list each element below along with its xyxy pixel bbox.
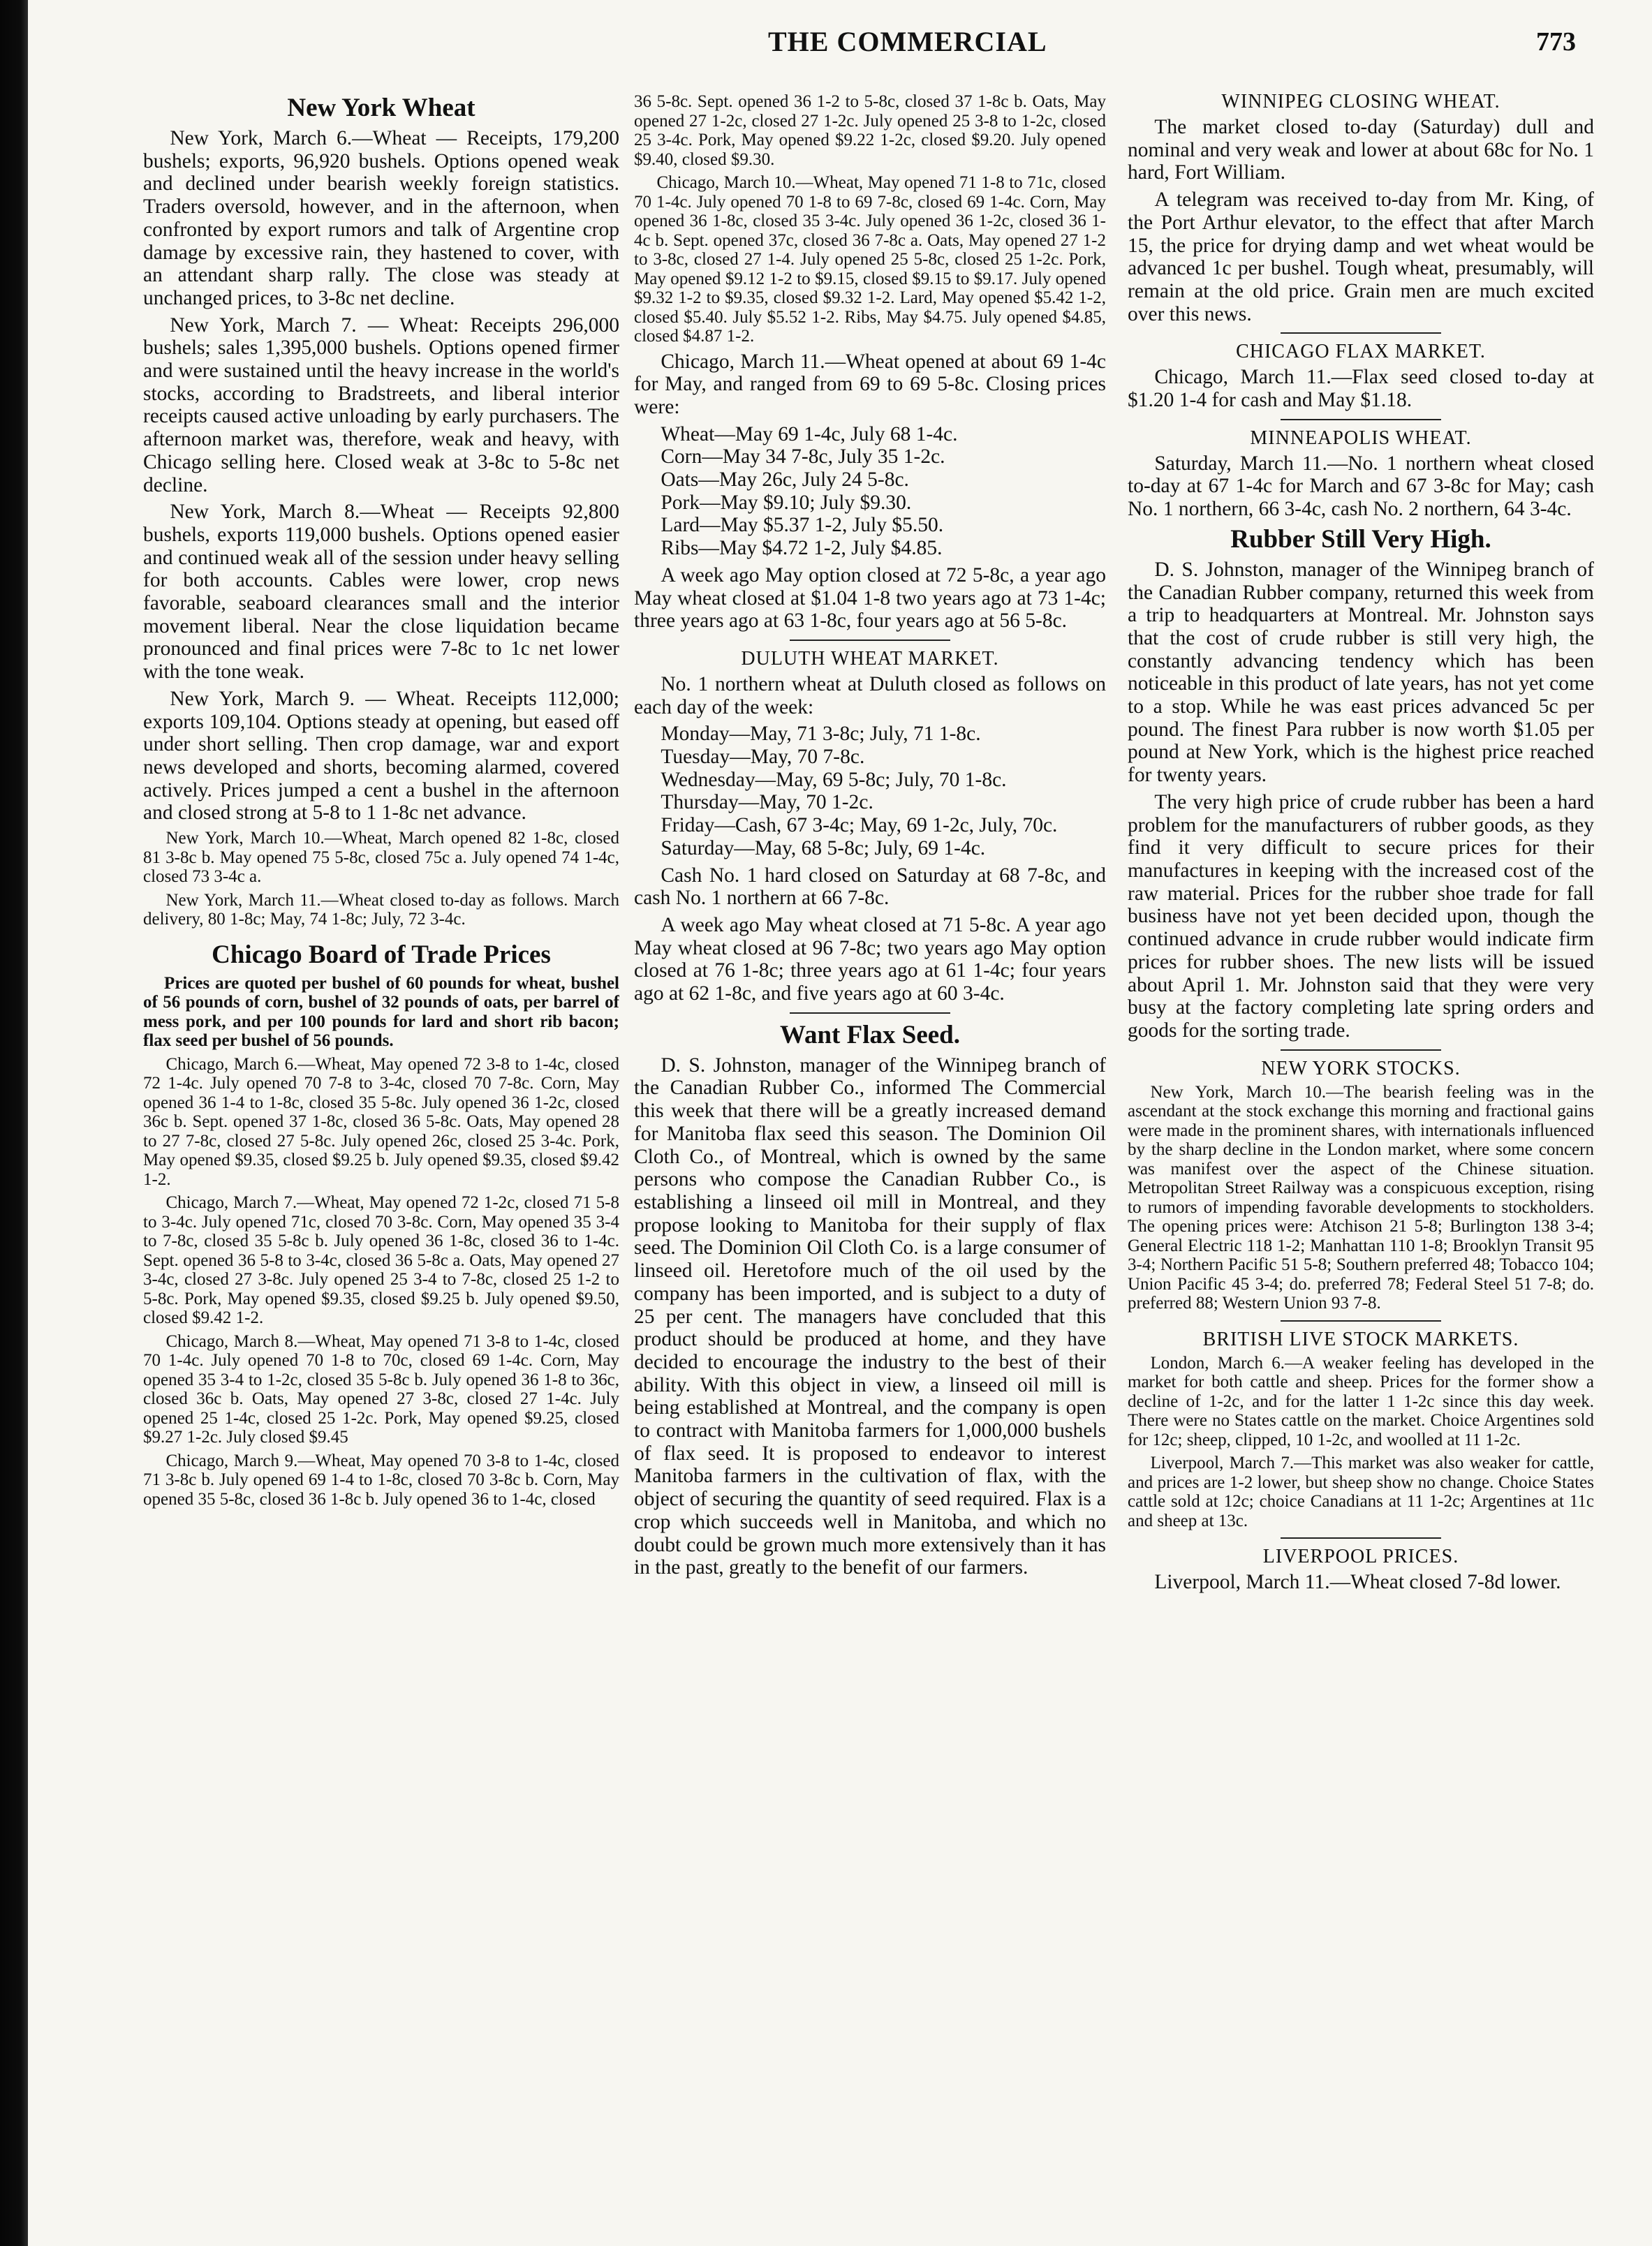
- publication-title: THE COMMERCIAL: [768, 26, 1047, 57]
- column-left: [143, 91, 619, 2234]
- closing-wheat: Wheat—May 69 1-4c, July 68 1-4c.: [661, 422, 958, 445]
- heading-new-york-stocks: NEW YORK STOCKS.: [1261, 1057, 1461, 1079]
- rubber-para-1: D. S. Johnston, manager of the Winnipeg branch of the Canadian Rubber company, returned this week from a trip to headquarters at Montreal. Mr. Johnston says that the cost of crude rubber is still very high, the constantly advancing tendency which has been noticeable in this product of late years, has not yet come to a stop. While he was east prices advanced 5c per pound. The finest Para rubber is now worth $1.05 per pound at New York, which is the highest price reached for twenty years.: [1128, 558, 1594, 787]
- duluth-friday: Friday—Cash, 67 3-4c; May, 69 1-2c, July, 70c.: [661, 814, 1058, 837]
- ny-wheat-march-9: New York, March 9. — Wheat. Receipts 112,000; exports 109,104. Options steady at opening, but eased off under short selling. Then crop damage, war and export news developed and shorts, becoming alarmed, covered actively. Prices jumped a cent a bushel in the afternoon and closed strong at 5-8 to 1 1-8c net advance.: [143, 687, 619, 825]
- duluth-intro: No. 1 northern wheat at Duluth closed as follows on each day of the week:: [634, 672, 1106, 718]
- duluth-daily-list: [634, 723, 1106, 859]
- duluth-tuesday: Tuesday—May, 70 7-8c.: [661, 746, 865, 769]
- section-divider: [790, 1012, 950, 1014]
- heading-new-york-wheat: New York Wheat: [287, 94, 475, 122]
- chicago-march-10: Chicago, March 10.—Wheat, May opened 71 1-8 to 71c, closed 70 1-4c. July opened 70 1-8 to 69 7-8c, closed 69 1-4c. Corn, May opened 36 1-8c, closed 35 3-4c. July opened 36 1-2c, closed 36 1-4c b. Sept. opened 37c, closed 36 7-8c a. Oats, May opened 27 1-2 to 3-8c, closed 27 1-4. July opened 25 5-8c, closed 25 1-2c. Pork, May opened $9.12 1-2 to $9.15, closed $9.15 to $9.17. July opened $9.32 1-2 to $9.35, closed $9.32 1-2. Lard, May opened $5.42 1-2, closed $5.40. July $5.52 1-2. Ribs, May $4.75. July opened $4.85, closed $4.87 1-2.: [634, 173, 1106, 346]
- heading-minneapolis-wheat: MINNEAPOLIS WHEAT.: [1250, 427, 1472, 449]
- duluth-thursday: Thursday—May, 70 1-2c.: [661, 791, 873, 814]
- section-divider: [1281, 332, 1441, 334]
- section-divider: [1281, 1320, 1441, 1322]
- heading-british-live-stock-markets: BRITISH LIVE STOCK MARKETS.: [1202, 1328, 1519, 1350]
- column-middle: [634, 92, 1106, 2236]
- minneapolis-body: Saturday, March 11.—No. 1 northern wheat closed to-day at 67 1-4c for March and 67 3-8c for May; cash No. 1 northern, 66 3-4c, cash No. 2 northern, 64 3-4c.: [1128, 452, 1594, 521]
- page-header: [0, 0, 1652, 63]
- page-binding-edge: [0, 0, 28, 2246]
- ny-wheat-march-10: New York, March 10.—Wheat, March opened 82 1-8c, closed 81 3-8c b. May opened 75 5-8c, closed 75c a. July opened 74 1-4c, closed 73 3-4c a.: [143, 829, 619, 887]
- closing-ribs: Ribs—May $4.72 1-2, July $4.85.: [661, 537, 943, 560]
- chicago-march-11-intro: Chicago, March 11.—Wheat opened at about 69 1-4c for May, and ranged from 69 to 69 5-8c. Closing prices were:: [634, 350, 1106, 418]
- section-divider: [1281, 1537, 1441, 1539]
- winnipeg-telegram: A telegram was received to-day from Mr. King, of the Port Arthur elevator, to the effect that after March 15, the price for drying damp and wet wheat would be advanced 1c per bushel. Tough wheat, presumably, will remain at the old price. Grain men are much excited over this news.: [1128, 189, 1594, 325]
- ny-wheat-march-7: New York, March 7. — Wheat: Receipts 296,000 bushels; sales 1,395,000 bushels. Options opened firmer and were sustained until the heavy increase in the world's stocks, according to Bradstreets, and liberal interior receipts caused active unloading by early purchasers. The afternoon market was, therefore, weak and heavy, with Chicago selling here. Closed weak at 3-8c to 5-8c net decline.: [143, 313, 619, 496]
- ny-wheat-march-11: New York, March 11.—Wheat closed to-day as follows. March delivery, 80 1-8c; May, 74 1-8c; July, 72 3-4c.: [143, 890, 619, 929]
- section-divider: [790, 640, 950, 641]
- duluth-wednesday: Wednesday—May, 69 5-8c; July, 70 1-8c.: [661, 768, 1007, 791]
- chicago-week-ago: A week ago May option closed at 72 5-8c, a year ago May wheat closed at $1.04 1-8 two years ago at 73 1-4c; three years ago at 63 1-8c, four years ago at 56 5-8c.: [634, 563, 1106, 633]
- heading-rubber-still-very-high: Rubber Still Very High.: [1230, 524, 1491, 554]
- duluth-saturday: Saturday—May, 68 5-8c; July, 69 1-4c.: [661, 836, 986, 859]
- duluth-week-ago: A week ago May wheat closed at 71 5-8c. A year ago May wheat closed at 96 7-8c; two years ago May option closed at 76 1-8c; three years ago at 61 1-4c; four years ago at 62 1-8c, and five years ago at 60 3-4c.: [634, 913, 1106, 1005]
- winnipeg-market: The market closed to-day (Saturday) dull and nominal and very weak and lower at about 68c for No. 1 hard, Fort William.: [1128, 116, 1594, 184]
- duluth-monday: Monday—May, 71 3-8c; July, 71 1-8c.: [661, 723, 981, 746]
- chicago-march-9: Chicago, March 9.—Wheat, May opened 70 3-8 to 1-4c, closed 71 3-8c b. July opened 69 1-4 to 1-8c, closed 70 3-8c b. Corn, May opened 35 5-8c, closed 36 1-8c b. July opened 36 to 1-4c, closed: [143, 1451, 619, 1509]
- chicago-march-8: Chicago, March 8.—Wheat, May opened 71 3-8 to 1-4c, closed 70 1-4c. July opened 70 1-8 to 70c, closed 69 1-4c. Corn, May opened 35 3-4 to 1-2c, closed 35 5-8c b. July opened 36 1-8 to 36c, closed 36c b. Oats, May opened 27 3-8c, closed 27 1-4c. July opened 25 1-4c, closed 25 1-2c. Pork, May opened $9.25, closed $9.27 1-2c. July closed $9.45: [143, 1331, 619, 1447]
- flax-seed-article: D. S. Johnston, manager of the Winnipeg branch of the Canadian Rubber Co., informed The Commercial this week that there will be a greatly increased demand for Manitoba flax seed this season. The Dominion Oil Cloth Co., of Montreal, which is owned by the same persons who compose the Canadian Rubber Co., is establishing a linseed oil mill in Montreal, and they propose looking to Manitoba for their supply of flax seed. The Dominion Oil Cloth Co. is a large consumer of linseed oil. Heretofore much of the oil used by the company has been imported, and is subject to a duty of 25 per cent. The managers have concluded that this product should be produced at home, and they have decided to encourage the industry to the best of their ability. With this object in view, a linseed oil mill is being established at Montreal, and the company is open to contract with Manitoba farmers for 1,000,000 bushels of flax seed. It is proposed to endeavor to interest Manitoba farmers in the cultivation of flax, with the object of securing the quantity of seed required. Flax is a crop which succeeds well in Manitoba, and which no doubt could be grown much more extensively than it has in the past, greatly to the benefit of our farmers.: [634, 1054, 1106, 1579]
- heading-chicago-board-of-trade: Chicago Board of Trade Prices: [212, 940, 551, 969]
- section-divider: [1281, 1049, 1441, 1051]
- closing-lard: Lard—May $5.37 1-2, July $5.50.: [661, 514, 944, 537]
- chicago-board-note: Prices are quoted per bushel of 60 pounds for wheat, bushel of 56 pounds of corn, bushel of 32 pounds of oats, per barrel of mess pork, and per 100 pounds for lard and short rib bacon; flax seed per bushel of 56 pounds.: [143, 973, 619, 1051]
- duluth-cash: Cash No. 1 hard closed on Saturday at 68 7-8c, and cash No. 1 northern at 66 7-8c.: [634, 864, 1106, 910]
- rubber-para-2: The very high price of crude rubber has been a hard problem for the manufacturers of rubber goods, as they find it very difficult to secure prices for their manufactures in keeping with the increased cost of the raw material. Prices for the rubber shoe trade for fall business have not yet been decided upon, though the continued advance in crude rubber would indicate firm prices for rubber shoes. The new lists will be issued about April 1. Mr. Johnston said that they were very busy at the factory completing late spring orders and goods for the sorting trade.: [1128, 790, 1594, 1042]
- liverpool-body: Liverpool, March 11.—Wheat closed 7-8d lower.: [1154, 1571, 1561, 1594]
- ny-stocks-body: New York, March 10.—The bearish feeling was in the ascendant at the stock exchange this morning and fractional gains were made in the prominent shares, with internationals influenced by the sharp decline in the London market, where some concern was manifest over the aspect of the Chinese situation. Metropolitan Street Railway was a conspicuous exception, rising to rumors of impending favorable developments to stockholders. The opening prices were: Atchison 21 5-8; Burlington 138 3-4; General Electric 118 1-2; Manhattan 110 1-8; Brooklyn Transit 95 3-4; Northern Pacific 51 5-8; Southern preferred 48; Tobacco 104; Union Pacific 45 3-4; do. preferred 78; Federal Steel 51 7-8; do. preferred 88; Western Union 93 7-8.: [1128, 1082, 1594, 1313]
- heading-duluth-wheat-market: DULUTH WHEAT MARKET.: [741, 647, 999, 670]
- chicago-flax-body: Chicago, March 11.—Flax seed closed to-day at $1.20 1-4 for cash and May $1.18.: [1128, 366, 1594, 412]
- closing-oats: Oats—May 26c, July 24 5-8c.: [661, 468, 909, 492]
- ny-wheat-march-8: New York, March 8.—Wheat — Receipts 92,800 bushels, exports 119,000 bushels. Options opened easier and continued weak all of the session under heavy selling for both accounts. Cables were lower, crop news favorable, seaboard clearances small and the interior movement liberal. Near the close liquidation became pronounced and final prices were 7-8c to 1c net lower with the tone weak.: [143, 501, 619, 684]
- chicago-march-6: Chicago, March 6.—Wheat, May opened 72 3-8 to 1-4c, closed 72 1-4c. July opened 70 7-8 to 3-4c, closed 70 7-8c. Corn, May opened 36 1-4 to 1-8c, closed 35 5-8c. July opened 36 1-2c, closed 36c b. Sept. opened 37 1-8c, closed 36 5-8c. Oats, May opened 28 to 27 7-8c, closed 27 5-8c. July opened 26c, closed 25 3-4c. Pork, May opened $9.35, closed $9.25 b. July opened $9.35, closed $9.42 1-2.: [143, 1054, 619, 1189]
- section-divider: [1281, 419, 1441, 420]
- column-right: [1128, 91, 1594, 2234]
- chicago-march-11-closing-list: [634, 423, 1106, 560]
- heading-liverpool-prices: LIVERPOOL PRICES.: [1262, 1546, 1459, 1568]
- chicago-march-7: Chicago, March 7.—Wheat, May opened 72 1-2c, closed 71 5-8 to 3-4c. July opened 71c, closed 70 3-8c. Corn, May opened 35 3-4 to 7-8c, closed 35 5-8c b. July opened 36 1-8c, closed 36 to 1-4c. Sept. opened 36 5-8 to 3-4c, closed 36 5-8c a. Oats, May opened 27 3-4c, closed 27 3-8c. July opened 25 3-4 to 7-8c, closed 25 1-2 to 5-8c. Pork, May opened $9.35, closed $9.25 b. July opened $9.50, closed $9.42 1-2.: [143, 1193, 619, 1328]
- closing-pork: Pork—May $9.10; July $9.30.: [661, 491, 912, 514]
- closing-corn: Corn—May 34 7-8c, July 35 1-2c.: [661, 445, 945, 468]
- chicago-march-9-continued: 36 5-8c. Sept. opened 36 1-2 to 5-8c, closed 37 1-8c b. Oats, May opened 27 1-2c, closed 27 1-2c. July opened 25 3-8 to 1-2c, closed 25 3-4c. Pork, May opened $9.22 1-2c, closed $9.20. July opened $9.40, closed $9.30.: [634, 92, 1106, 169]
- heading-winnipeg-closing-wheat: WINNIPEG CLOSING WHEAT.: [1221, 91, 1500, 112]
- page-number: 773: [1536, 27, 1576, 57]
- heading-chicago-flax-market: CHICAGO FLAX MARKET.: [1236, 341, 1486, 363]
- ny-wheat-march-6: New York, March 6.—Wheat — Receipts, 179,200 bushels; exports, 96,920 bushels. Options opened weak and declined under bearish weekly foreign statistics. Traders oversold, however, and in the afternoon, when confronted by export rumors and talk of Argentine crop damage by excessive rain, they hastened to cover, with an attendant sharp rally. The close was steady at unchanged prices, to 3-8c net decline.: [143, 127, 619, 309]
- british-liverpool: Liverpool, March 7.—This market was also weaker for cattle, and prices are 1-2 lower, but sheep show no change. Choice States cattle sold at 12c; choice Canadians at 11 1-2c; Argentines at 11c and sheep at 13c.: [1128, 1454, 1594, 1530]
- british-london: London, March 6.—A weaker feeling has developed in the market for both cattle and sheep. Prices for the former show a decline of 1-2c, and for the latter 1 1-2c since this day week. There were no States cattle on the market. Choice Argentines sold for 12c; sheep, clipped, 10 1-2c, and woolled at 11 1-2c.: [1128, 1353, 1594, 1449]
- heading-want-flax-seed: Want Flax Seed.: [780, 1020, 960, 1049]
